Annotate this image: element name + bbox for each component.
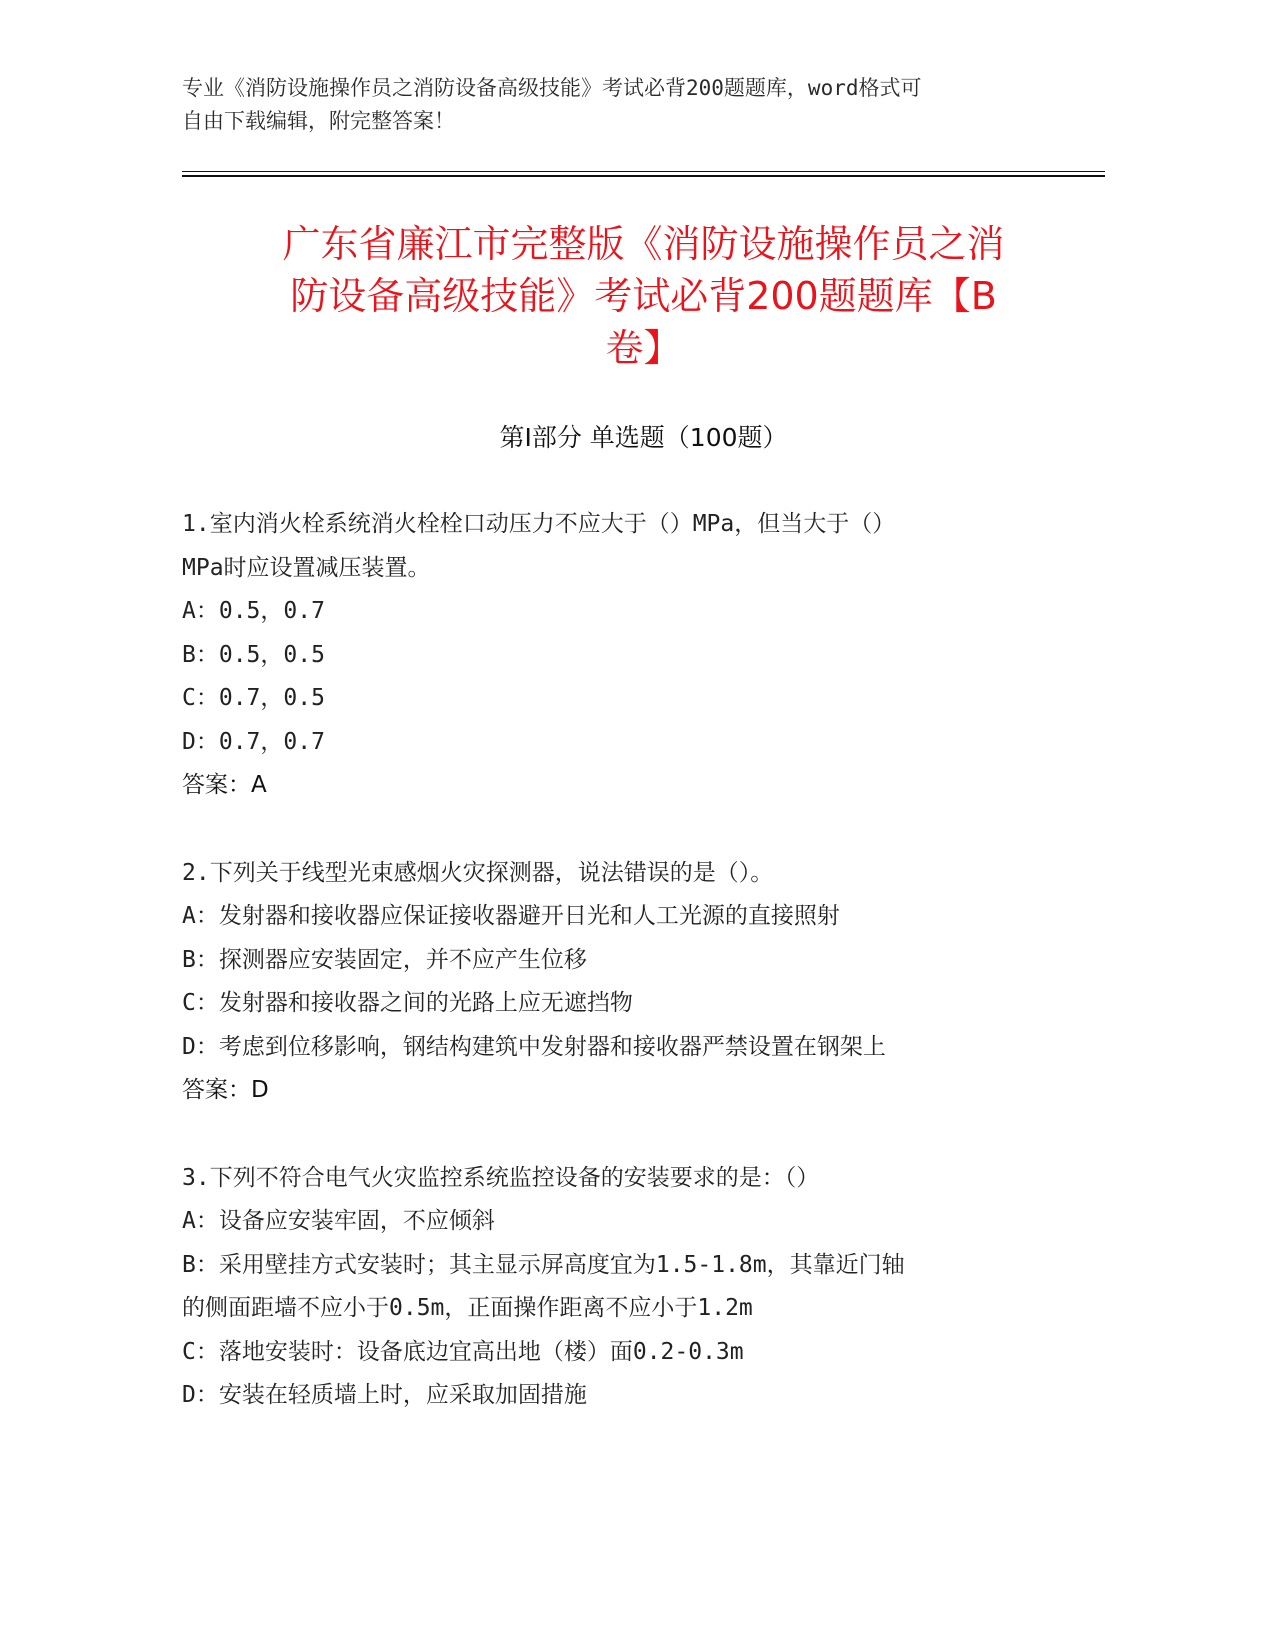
header-divider-thin [182, 171, 1105, 172]
question-item [182, 1157, 1062, 1418]
header-note [182, 72, 1062, 138]
option-a: A：0.5，0.7 [182, 598, 325, 624]
header-note-line: 自由下载编辑，附完整答案！ [182, 109, 455, 133]
option-b-continued: 的侧面距墙不应小于0.5m，正面操作距离不应小于1.2m [182, 1295, 753, 1321]
question-stem: 3.下列不符合电气火灾监控系统监控设备的安装要求的是：（） [182, 1164, 820, 1191]
option-d: D：考虑到位移影响，钢结构建筑中发射器和接收器严禁设置在钢架上 [182, 1033, 886, 1060]
question-stem: 2.下列关于线型光束感烟火灾探测器，说法错误的是（）。 [182, 859, 774, 886]
document-title-line: 广东省廉江市完整版《消防设施操作员之消 [282, 222, 1005, 266]
header-divider-thick [182, 175, 1105, 177]
question-item [182, 503, 1062, 808]
option-b: B：采用壁挂方式安装时；其主显示屏高度宜为1.5-1.8m，其靠近门轴 [182, 1251, 905, 1278]
answer-label: 答案：D [182, 1077, 269, 1103]
option-b: B：0.5，0.5 [182, 641, 325, 668]
option-c: C：落地安装时：设备底边宜高出地（楼）面0.2-0.3m [182, 1338, 744, 1365]
option-d: D：0.7，0.7 [182, 728, 325, 755]
option-a: A：发射器和接收器应保证接收器避开日光和人工光源的直接照射 [182, 903, 840, 929]
question-item [182, 852, 1062, 1113]
document-title-line: 防设备高级技能》考试必背200题题库【B [290, 274, 997, 318]
question-stem: 1.室内消火栓系统消火栓栓口动压力不应大于（）MPa，但当大于（） [182, 511, 896, 537]
option-d: D：安装在轻质墙上时，应采取加固措施 [182, 1382, 587, 1408]
section-title: 第Ⅰ部分 单选题（100题） [499, 423, 788, 452]
question-stem: MPa时应设置减压装置。 [182, 554, 431, 581]
option-c: C：0.7，0.5 [182, 685, 325, 711]
document-title-line: 卷】 [605, 326, 682, 370]
option-c: C：发射器和接收器之间的光路上应无遮挡物 [182, 990, 633, 1016]
document-title [182, 218, 1105, 374]
question-list [182, 503, 1062, 1418]
option-a: A：设备应安装牢固，不应倾斜 [182, 1208, 495, 1234]
answer-label: 答案：A [182, 772, 267, 798]
header-note-line: 专业《消防设施操作员之消防设备高级技能》考试必背200题题库，word格式可 [182, 76, 922, 100]
option-b: B：探测器应安装固定，并不应产生位移 [182, 946, 587, 973]
